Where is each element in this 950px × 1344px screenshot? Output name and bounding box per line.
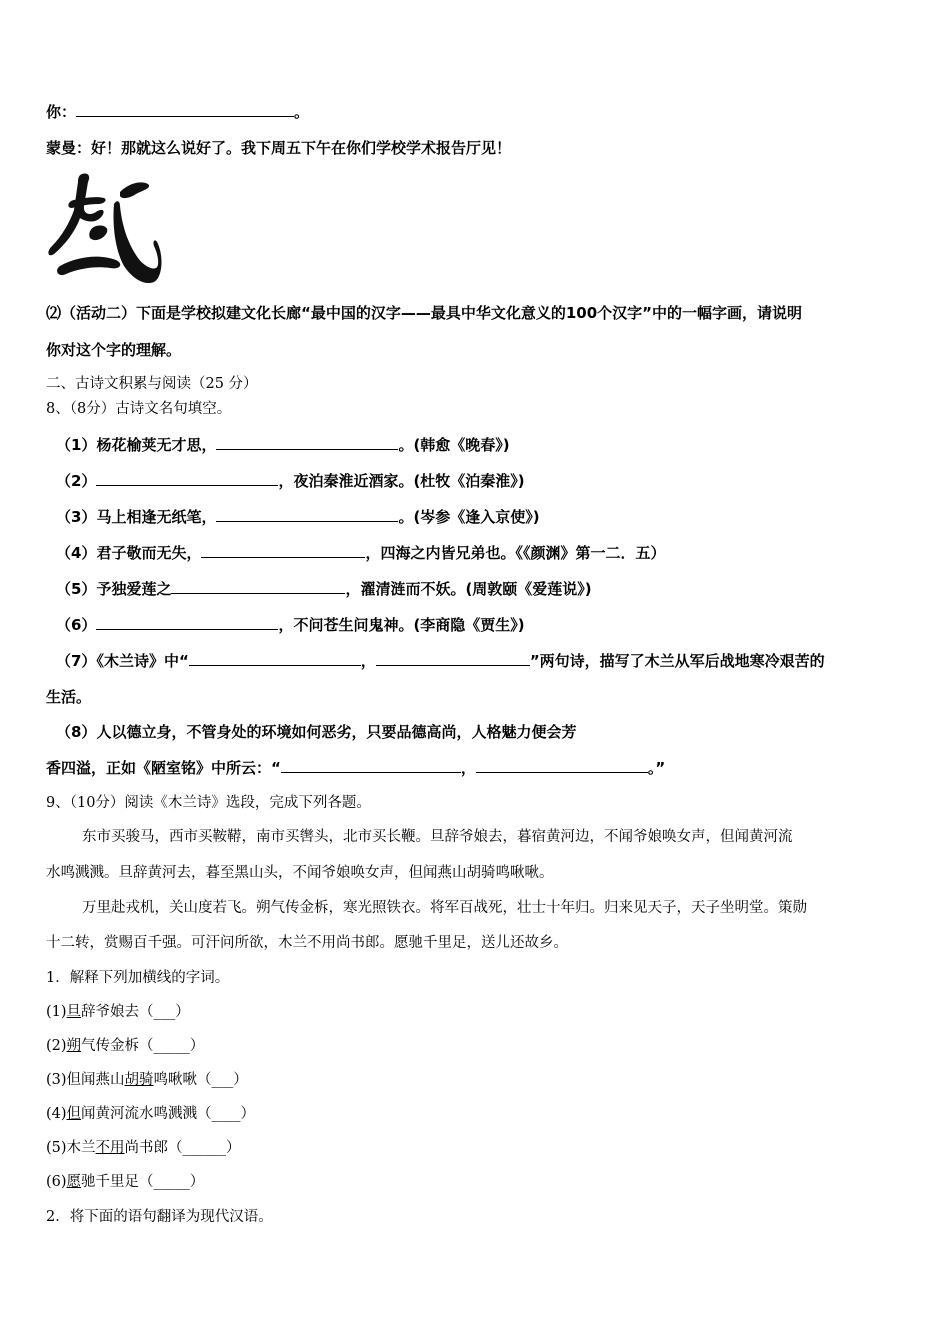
answer-blank[interactable]: ___ [211, 1072, 234, 1088]
q8-item-4-blank[interactable] [201, 543, 365, 558]
q8-item-6: （6） ，不问苍生问鬼神。(李商隐《贾生》) [56, 616, 525, 634]
q8-item-1: （1）杨花榆荚无才思， 。(韩愈《晚春》) [56, 436, 510, 454]
q8-item-6-blank[interactable] [96, 615, 278, 630]
answer-blank[interactable]: _____ [153, 1174, 190, 1190]
q9-sub1-item-4: (4)但闻黄河流水鸣溅溅（____） [46, 1106, 256, 1122]
q8-item-7-blank-a[interactable] [189, 651, 361, 666]
activity2-line1: ⑵（活动二）下面是学校拟建文化长廊“最中国的汉字——最具中华文化意义的100个汉字”中的一幅字画，请说明 [46, 304, 803, 322]
mengman-line: 蒙曼：好！那就这么说好了。我下周五下午在你们学校学术报告厅见！ [46, 139, 512, 157]
q8-header: 8、（8分）古诗文名句填空。 [46, 401, 232, 417]
q9-sub1-item-2: (2)朔气传金柝（_____） [46, 1038, 205, 1054]
q9-sub1-item-1: (1)旦辞爷娘去（___） [46, 1004, 190, 1020]
answer-blank[interactable]: ___ [153, 1004, 176, 1020]
q8-item-2-blank[interactable] [96, 471, 278, 486]
q9-sub2-title: 2．将下面的语句翻译为现代汉语。 [46, 1209, 273, 1225]
q8-item-7: （7）《木兰诗》中“ ， ”两句诗，描写了木兰从军后战地寒冷艰苦的 [56, 652, 825, 670]
q8-item-8-continued: 香四溢，正如《陋室铭》中所云：“ ， 。” [46, 759, 666, 777]
passage-line-3: 万里赴戎机，关山度若飞。朔气传金柝，寒光照铁衣。将军百战死，壮士十年归。归来见天子，天子坐明堂。策勋 [82, 900, 807, 916]
q8-item-8-blank-a[interactable] [281, 758, 461, 773]
calligraphy-character-image [44, 170, 164, 290]
q8-item-4: （4）君子敬而无失， ，四海之内皆兄弟也。《《颜渊》第一二．五） [56, 544, 666, 562]
you-answer-line: 你： 。 [46, 103, 310, 121]
you-label: 你： [46, 103, 77, 121]
q9-sub1-title: 1．解释下列加横线的字词。 [46, 970, 230, 986]
answer-blank[interactable]: _____ [153, 1038, 190, 1054]
q8-item-8-blank-b[interactable] [476, 758, 648, 773]
answer-blank[interactable]: ______ [182, 1140, 227, 1156]
answer-blank[interactable]: ____ [211, 1106, 241, 1122]
passage-line-1: 东市买骏马，西市买鞍鞯，南市买辔头，北市买长鞭。旦辞爷娘去，暮宿黄河边，不闻爷娘唤女声，但闻黄河流 [82, 829, 793, 845]
q9-sub1-item-3: (3)但闻燕山胡骑鸣啾啾（___） [46, 1072, 248, 1088]
q8-item-1-blank[interactable] [216, 435, 398, 450]
q8-item-7-continued: 生活。 [46, 688, 92, 706]
q8-item-2: （2） ，夜泊秦淮近酒家。(杜牧《泊秦淮》) [56, 472, 525, 490]
activity2-line2: 你对这个字的理解。 [46, 341, 182, 359]
section2-title: 二、古诗文积累与阅读（25 分） [46, 376, 258, 392]
q8-item-3-blank[interactable] [216, 507, 398, 522]
q8-item-5: （5）予独爱莲之 ，濯清涟而不妖。(周敦颐《爱莲说》) [56, 580, 592, 598]
q8-item-7-blank-b[interactable] [376, 651, 530, 666]
q8-item-5-blank[interactable] [171, 579, 345, 594]
q9-sub1-item-5: (5)木兰不用尚书郎（______） [46, 1140, 241, 1156]
q8-item-3: （3）马上相逢无纸笔， 。(岑参《逢入京使》) [56, 508, 540, 526]
q8-item-8: （8）人以德立身，不管身处的环境如何恶劣，只要品德高尚，人格魅力便会芳 [56, 723, 577, 741]
passage-line-2: 水鸣溅溅。旦辞黄河去，暮至黑山头，不闻爷娘唤女声，但闻燕山胡骑鸣啾啾。 [46, 865, 554, 881]
q9-sub1-item-6: (6)愿驰千里足（_____） [46, 1174, 205, 1190]
passage-line-4: 十二转，赏赐百千强。可汗问所欲，木兰不用尚书郎。愿驰千里足，送儿还故乡。 [46, 935, 568, 951]
q9-header: 9、（10分）阅读《木兰诗》选段，完成下列各题。 [46, 795, 371, 811]
you-answer-blank[interactable] [76, 102, 294, 117]
